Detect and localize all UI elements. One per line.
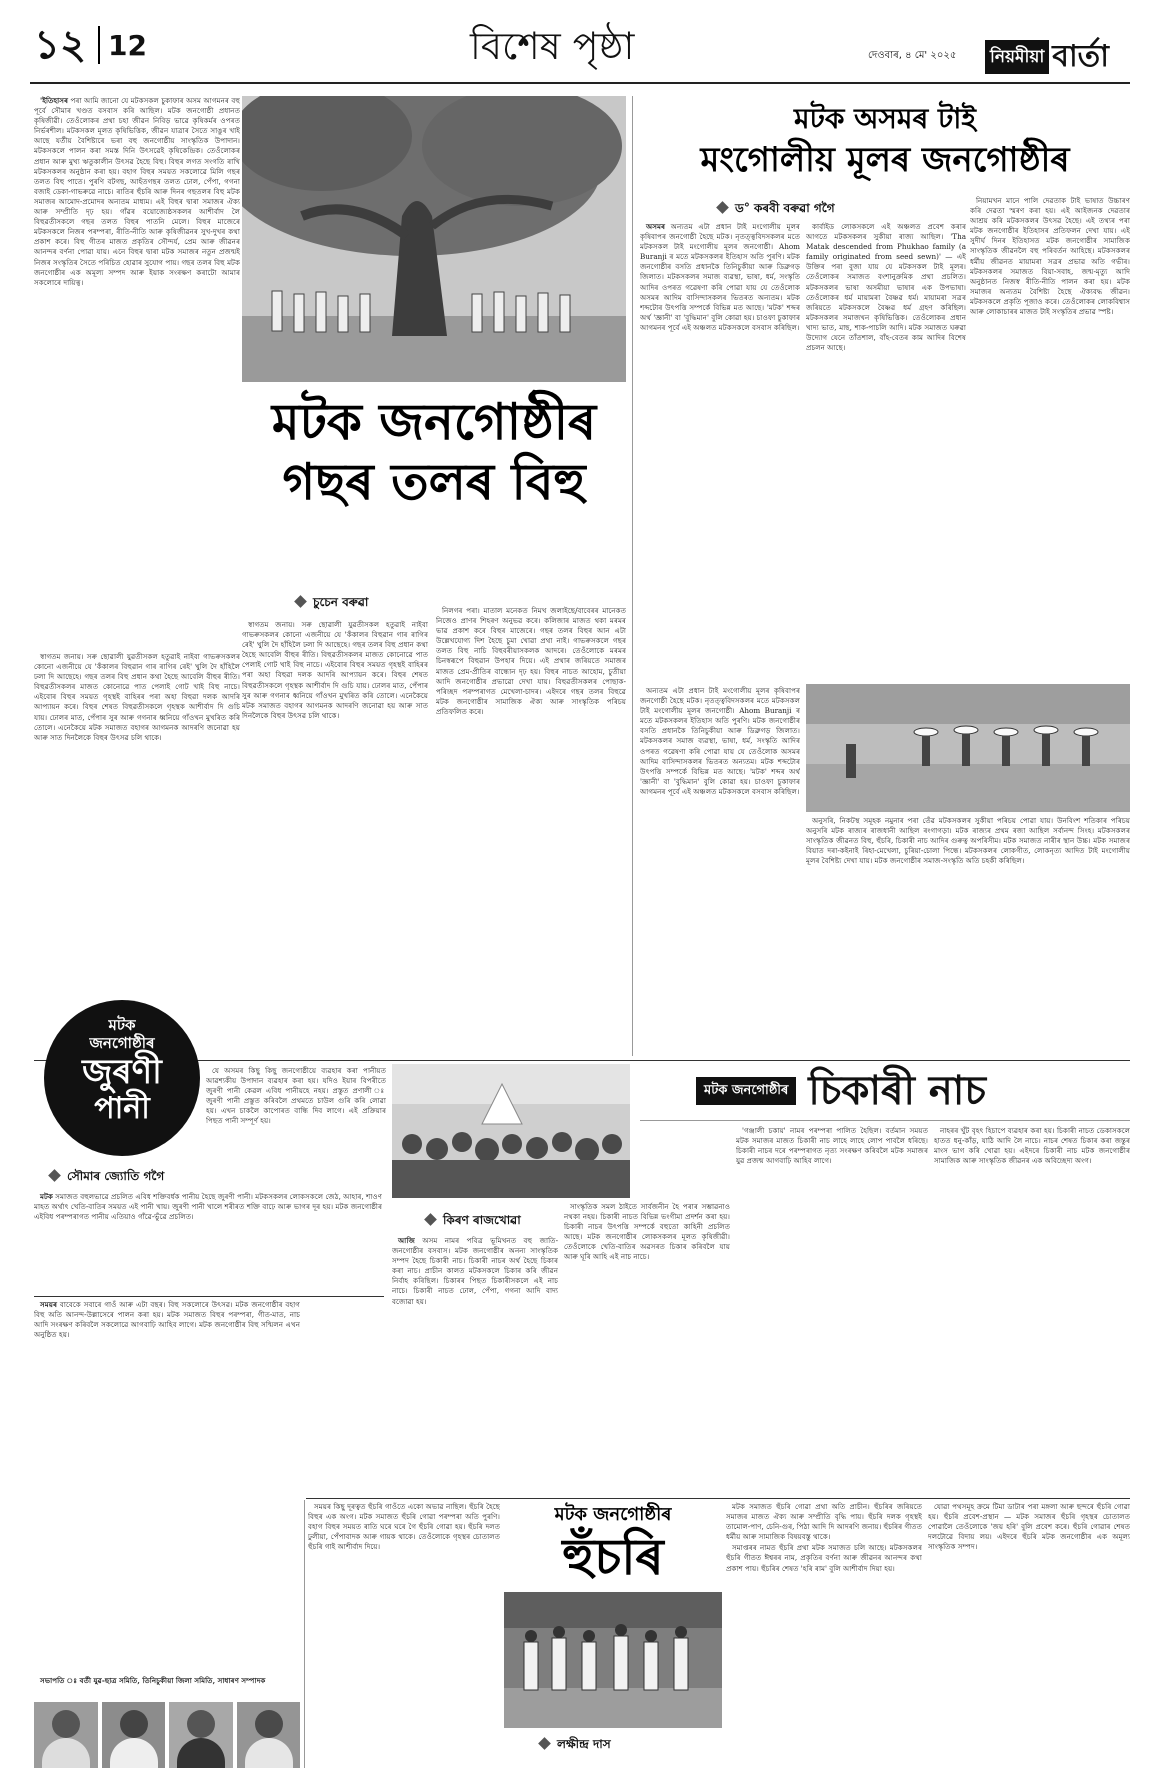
article2-title-line2: মংগোলীয় মূলৰ জনগোষ্ঠীৰ [700,140,1070,180]
portrait-strip [34,1702,300,1768]
portrait-photo [34,1702,98,1768]
article4-col4: নাহৰৰ খুঁট বৃহৎ হিচাপে ব্যৱহাৰ কৰা হয়। চিকাৰী নাচত ডেকাসকলে হাতত ধনু-কাঁড়, যাঠি আদি লৈ নাচে। নাচৰ শেষত চিকাৰ কৰা জন্তুৰ মাংস ভাগ কৰি খোৱা হয়। এইদৰে চিকাৰী নাচ মটক জনগোষ্ঠীৰ সামাজিক আৰু সাংস্কৃতিক জীৱনৰ এক অবিচ্ছেদ্য অংগ। [934,1126,1130,1166]
article1-col2: স্বাগতম জনায়। সৰু ছোৱালী যুৱতীসকল হতুৱাই নাইবা গাভৰুসকলৰ কোনো এজনীয়ে যে 'কঁকালৰ বিহুৱান গাৰ ৰাগিৰ ৰেই' খুলি দৈ হাঁহিলৈ ঢলা দি আছেহে। গছৰ তলৰ বিহু প্ৰধান কথা হৈছে আবেলি বীহুৰ ৰীতি। বিহুৱতীসকলৰ মাজত কোনোৱে পাত পেলাই গোট খাই বিহু নাচে। এইবোৰ বিহুৰ সময়ত গৃহস্থই বাহিৰৰ পৰা অহা বিহুৱা দলক আদৰি আপ্যায়ন কৰে। বিহুৰ শেষত বিহুৱতীসকলে গৃহস্থক আশীৰ্বাদ দি গুচি যায়। ঢোলৰ মাত, পেঁপাৰ সুৰ আৰু গগনাৰ ধ্বনিয়ে গাঁওখন মুখৰিত কৰি তোলে। এনেকৈয়ে মটক সমাজত বহাগৰ আগমনক আদৰণি জনোৱা হয় আৰু সাত দিনলৈকে বিহুৰ উৎসৱ চলি থাকে। [242,620,428,720]
article6-title [504,1502,722,1586]
article2-lead: অসমৰ [646,222,666,231]
article2-col2: কাৰ্বাইড লোকসকলে এই অঞ্চলত প্ৰবেশ কৰাৰ আগতে মটকসকলৰ সুকীয়া ৰাজ্য আছিল। 'Tha Matak descended from Phukhao family (a family originated from seed sewn)' — এই উক্তিৰ পৰা বুজা যায় যে মটকসকল টাই মূলৰ। তেওঁলোকৰ সমাজত বংশানুক্ৰমিক প্ৰথা প্ৰচলিত। মটকসকলৰ ভাষা অসমীয়া ভাষাৰ এক উপভাষা। তেওঁলোকৰ ধৰ্ম মায়ামৰা বৈষ্ণৱ ধৰ্ম। মায়ামৰা সত্ৰৰ জৰিয়তে মটকসকলে বৈষ্ণৱ ধৰ্ম গ্ৰহণ কৰিছিল। মটকসকলৰ সমাজখন কৃষিভিত্তিক। তেওঁলোকৰ প্ৰধান খাদ্য ভাত, মাছ, শাক-পাচলি আদি। মটক সমাজত ঘৰুৱা উদ্যোগ যেনে তাঁতশাল, বাঁহ-বেতৰ কাম আদিৰ বিশেষ প্ৰচলন আছে। [806,222,966,353]
avatar [120,1710,148,1738]
article1-col1-cont: স্বাগতম জনায়। সৰু ছোৱালী যুৱতীসকল হতুৱাই নাইবা গাভৰুসকলৰ কোনো এজনীয়ে যে 'কঁকালৰ বিহুৱান গাৰ ৰাগিৰ ৰেই' খুলি দৈ হাঁহিলৈ ঢলা দি আছেহে। গছৰ তলৰ বিহু প্ৰধান কথা হৈছে আবেলি বীহুৰ ৰীতি। বিহুৱতীসকলৰ মাজত কোনোৱে পাত পেলাই গোট খাই বিহু নাচে। এইবোৰ বিহুৰ সময়ত গৃহস্থই বাহিৰৰ পৰা অহা বিহুৱা দলক আদৰি আপ্যায়ন কৰে। বিহুৰ শেষত বিহুৱতীসকলে গৃহস্থক আশীৰ্বাদ দি গুচি যায়। ঢোলৰ মাত, পেঁপাৰ সুৰ আৰু গগনাৰ ধ্বনিয়ে গাঁওখন মুখৰিত কৰি তোলে। এনেকৈয়ে মটক সমাজত বহাগৰ আগমনক আদৰণি জনোৱা হয় আৰু সাত দিনলৈকে বিহুৰ উৎসৱ চলি থাকে। [34,652,240,742]
article5-title [696,1064,1130,1118]
article2-col3: নিয়ামখন মানে পালি দেৱতাক টাই ভাষাত উচ্চাৰণ কৰি দেৱতা স্মৰণ কৰা হয়। এই আইজনক দেৱতাৰ আশ্ৰয় কৰি মটকসকলৰ উৎসৱ হৈছে। এই তথ্যৰ পৰা মটক জনগোষ্ঠীৰ ইতিহাসৰ প্ৰতিফলন দেখা যায়। এই সুদীৰ্ঘ দিনৰ ইতিহাসত মটক জনগোষ্ঠীৰ সামাজিক সাংস্কৃতিক জীৱনলৈ বহু পৰিবৰ্তন আহিছে। মটকসকলৰ ধৰ্মীয় জীৱনত মায়ামৰা সত্ৰৰ প্ৰভাৱ অতি গভীৰ। মটকসকলৰ সমাজত বিয়া-সবাহ, জন্ম-মৃত্যু আদি অনুষ্ঠানত নিজস্ব ৰীতি-নীতি পালন কৰা হয়। মটক সমাজৰ অন্যতম বৈশিষ্ট্য হৈছে ঐক্যবদ্ধ জীৱন। মটকসকলে প্ৰকৃতি পূজাও কৰে। তেওঁলোকৰ লোকবিশ্বাস আৰু লোকাচাৰৰ মাজত টাই সংস্কৃতিৰ প্ৰভাৱ স্পষ্ট। [970,196,1130,317]
article2-col3-cont: অনুসৰি, নিকটস্থ সমূহক নমুনাৰ পৰা তেঁৱ মটকসকলৰ সুকীয়া পৰিচয় পোৱা যায়। উনবিংশ শতিকাৰ পৰিচয় অনুসৰি মটক ৰাজ্যৰ ৰাজধানী আছিল ৰংগাগড়া। মটক ৰাজ্যৰ প্ৰথম ৰজা আছিল সৰ্বানন্দ সিংহ। মটকসকলৰ সাংস্কৃতিক জীৱনত বিহু, হুঁচৰি, চিকাৰী নাচ আদিৰ গুৰুত্ব অপৰিসীম। মটক সমাজত নাৰীৰ স্থান উচ্চ। মটক সমাজৰ বিয়াত দৰা-কইনাই ৰিহা-মেখেলা, চুৰিয়া-চোলা পিন্ধে। মটকসকলৰ লোকগীত, লোকনৃত্য আদিত টাই মংগোলীয় মূলৰ বৈশিষ্ট্য দেখা যায়। মটক জনগোষ্ঠীৰ সমাজ-সংস্কৃতি অতি চহকী কৰিছিল। [806,816,1130,866]
article3-title-top: মটক [108,1016,136,1034]
article3-title-mid: জনগোষ্ঠীৰ [89,1034,155,1052]
bihu-under-tree-photo [242,96,626,382]
article1-author: চুচেন বৰুৱা [313,595,369,609]
rule-horizontal-2 [640,1120,1130,1121]
article2-author: ড° কৰবী বৰুৱা গগৈ [735,201,835,215]
chikari-dance-crowd-photo [392,1064,630,1198]
avatar [187,1710,215,1738]
article1-title-line2: গছৰ তলৰ বিহু [282,453,586,511]
article2-col2-cont: অন্যতম এটা প্ৰধান টাই মংগোলীয় মূলৰ কৃষিবাপৰ জনগোষ্ঠী হৈছে মটক। নৃতত্ত্ববিদসকলৰ মতে মটকসকল টাই মংগোলীয় মূলৰ জনগোষ্ঠী। Ahom Buranji ৰ মতে মটকসকলৰ ইতিহাস অতি পুৰণি। মটক জনগোষ্ঠীৰ বসতি প্ৰধানকৈ তিনিচুকীয়া আৰু ডিব্ৰুগড় জিলাত। মটকসকলৰ সমাজ ব্যৱস্থা, ভাষা, ধৰ্ম, সংস্কৃতি আদিৰ ওপৰত গৱেষণা কৰি পোৱা যায় যে তেওঁলোক অসমৰ আদিম বাসিন্দাসকলৰ ভিতৰত অন্যতম। মটক শব্দটোৰ উৎপত্তি সম্পৰ্কে বিভিন্ন মত আছে। 'মটক' শব্দৰ অৰ্থ 'জ্ঞানী' বা 'বুদ্ধিমান' বুলি কোৱা হয়। চাওফা চুকাফাৰ আগমনৰ পূৰ্বে এই অঞ্চলত মটকসকলে বসবাস কৰিছিল। [640,686,800,796]
article7-footer: সভাপতি ঃ বৰ্তী যুৱ-ছাত্ৰ সমিতি, তিনিচুকীয়া জিলা সমিতি, সাধাৰণ সম্পাদক [40,1676,266,1685]
diamond-icon [424,1213,437,1226]
article2-col1: অসমৰ অন্যতম এটা প্ৰধান টাই মংগোলীয় মূলৰ কৃষিবাপৰ জনগোষ্ঠী হৈছে মটক। নৃতত্ত্ববিদসকলৰ মতে মটকসকল টাই মংগোলীয় মূলৰ জনগোষ্ঠী। Ahom Buranji ৰ মতে মটকসকলৰ ইতিহাস অতি পুৰণি। মটক জনগোষ্ঠীৰ বসতি প্ৰধানকৈ তিনিচুকীয়া আৰু ডিব্ৰুগড় জিলাত। মটকসকলৰ সমাজ ব্যৱস্থা, ভাষা, ধৰ্ম, সংস্কৃতি আদিৰ ওপৰত গৱেষণা কৰি পোৱা যায় যে তেওঁলোক অসমৰ আদিম বাসিন্দাসকলৰ ভিতৰত অন্যতম। মটক শব্দটোৰ উৎপত্তি সম্পৰ্কে বিভিন্ন মত আছে। 'মটক' শব্দৰ অৰ্থ 'জ্ঞানী' বা 'বুদ্ধিমান' বুলি কোৱা হয়। চাওফা চুকাফাৰ আগমনৰ পূৰ্বে এই অঞ্চলত মটকসকলে বসবাস কৰিছিল। [640,222,800,332]
article6-author: লক্ষীন্দ্ৰ দাস [557,1737,611,1751]
article6-col4: যোৱা পথসমূহ ক্ৰমে টিমা ডাটাৰ পৰা মঙ্গলা আৰু ছন্দৰে হুঁচৰি গোৱা হয়। হুঁচৰি প্ৰবেশ-প্ৰস্থান — মটক সমাজৰ হুঁচৰি গৃহস্থৰ চোতালত পোৱালৈ তেওঁলোকে 'জয় হৰি' বুলি প্ৰবেশ কৰে। হুঁচৰি গোৱাৰ শেষত দলটোৱে বিদায় লয়। এইদৰে হুঁচৰি মটক জনগোষ্ঠীৰ এক অমূল্য সাংস্কৃতিক সম্পদ। [928,1502,1130,1552]
rule-vertical-2 [304,1500,305,1768]
article7-text: সময়ৰ বাবেকে সবাৰে গাওঁ আৰু এটা বছৰ। বিহু সকলোৰে উৎসৱ। মটক জনগোষ্ঠীৰ বহাগ বিহু অতি আনন্দ-উল্লাসেৰে পালন কৰা হয়। মটক সমাজত বিহুৰ পৰম্পৰা, গীত-মাত, নাচ আদি সংৰক্ষণ কৰিবলৈ সকলোৱে আগবাঢ়ি আহিব লাগে। মটক জনগোষ্ঠীৰ বিহু সন্মিলন এখন অনুষ্ঠিত হয়। [34,1300,300,1340]
logo-part-2: বাৰ্তা [1052,39,1109,74]
article1-byline [296,594,368,614]
article1-title [242,392,626,512]
article6-col2: মটক সমাজত হুঁচৰি গোৱা প্ৰথা অতি প্ৰাচীন। হুঁচৰিৰ জৰিয়তে সমাজৰ মাজত ঐক্য আৰু সম্প্ৰীতি বৃদ্ধি পায়। হুঁচৰি দলক গৃহস্থই তামোল-পাণ, চেনি-গুৰ, পিঠা আদি দি আদৰণি জনায়। হুঁচৰিৰ গীতত ধৰ্মীয় আৰু সামাজিক বিষয়বস্তু থাকে। সমাপ্তৰৰ নামত হুঁচৰি প্ৰথা মটক সমাজত চলি আছে। মটকসকলৰ হুঁচৰি গীতত ঈশ্বৰৰ নাম, প্ৰকৃতিৰ বৰ্ণনা আৰু জীৱনৰ আনন্দৰ কথা প্ৰকাশ পায়। হুঁচৰিৰ শেষত 'হৰি ৰাম' বুলি আশীৰ্বাদ দিয়া হয়। [726,1502,922,1573]
rule-horizontal-3 [34,1296,384,1297]
diamond-icon [716,201,729,214]
article4-col3: 'গঞ্জালী চকায়' নামৰ পৰম্পৰা পালিত হৈছিল। বৰ্তমান সময়ত মটক সমাজৰ মাজত চিকাৰী নাচ লাহে লাহে লোপ পাবলৈ ধৰিছে। চিকাৰী নাচৰ দৰে পৰম্পৰাগত নৃত্য সংৰক্ষণ কৰিবলৈ মটক সমাজৰ যুৱ প্ৰজন্ম আগবাঢ়ি আহিব লাগে। [736,1126,928,1166]
article6-title-small: মটক জনগোষ্ঠীৰ [554,1504,672,1525]
article3-title-bottom: পানী [94,1091,150,1126]
article1-lead: 'ইতিহাসৰ [40,96,69,105]
article7-lead: সময়ৰ [40,1300,58,1309]
matak-festival-photo [806,684,1130,812]
page-header [0,0,1161,86]
page-number-bengali: ১২ [34,22,86,68]
article3-author: সৌমাৰ জ্যোতি গগৈ [67,1169,165,1183]
diamond-icon [538,1737,551,1750]
article6-byline [540,1736,611,1756]
article4-col1: আজি অসম নামৰ পবিত্ৰ ভূমিখনত বহু জাতি-জনগোষ্ঠীৰ বসবাস। মটক জনগোষ্ঠীৰ অনন্য সাংস্কৃতিক সম্পদ হৈছে চিকাৰী নাচ। চিকাৰী নাচৰ অৰ্থ হৈছে চিকাৰ কৰা নাচ। প্ৰাচীন কালত মটকসকলে চিকাৰ কৰি জীৱন নিৰ্বাহ কৰিছিল। চিকাৰৰ পিছত চিকাৰীসকলে এই নাচ নাচে। চিকাৰী নাচত ঢোল, পেঁপা, গগনা আদি বাদ্য বজোৱা হয়। [392,1236,558,1306]
page-number: 12 [108,29,147,62]
rule-vertical-1 [632,96,633,1056]
article5-title-big: চিকাৰী নাচ [808,1068,986,1114]
article3-byline [50,1168,164,1188]
diamond-icon [294,595,307,608]
article1-title-line1: মটক জনগোষ্ঠীৰ [271,393,597,451]
article4-author: কিৰণ ৰাজখোৱা [443,1213,521,1227]
article3-text2: মটক সমাজত বহুলভাৱে প্ৰচলিত এবিধ শক্তিবৰ্ধক পানীয় হৈছে জুৰণী পানী। মটকসকলৰ লোকসকলে জেঠ, আহাৰ, শাওণ মাহত অৰ্থাৎ খেতি-বাতিৰ সময়ত এই পানী খায়। জুৰণী পানী খালে শৰীৰত শক্তি বাঢ়ে আৰু ভাগৰ দূৰ হয়। মটক জনগোষ্ঠীৰ এইবিধ পৰম্পৰাগত পানীয় এতিয়াও গাঁৱে-ভুঁৱে প্ৰচলিত। [34,1192,382,1222]
rule-horizontal-4 [306,1498,1130,1499]
article2-title-line1: মটক অসমৰ টাই [794,102,976,135]
article4-col2: সাংস্কৃতিক সমল ঠাইতে সাৰ্বজনীন হৈ পৰাৰ সম্ভাৱনাও নথকা নহয়। চিকাৰী নাচত বিভিন্ন ভংগীমা প্ৰদৰ্শন কৰা হয়। চিকাৰী নাচৰ উৎপত্তি সম্পৰ্কে বহুতো কাহিনী প্ৰচলিত আছে। মটক জনগোষ্ঠীৰ লোকসকলৰ মূলত কৃষিজীৱী। তেওঁলোকে খেতি-বাতিৰ অৱসৰত চিকাৰ কৰিবলৈ যায় আৰু ঘূৰি আহি এই নাচ নাচে। [564,1202,730,1262]
article4-byline [426,1212,521,1232]
issue-date: দেওবাৰ, ৪ মে' ২০২৫ [868,50,957,61]
huchori-performance-photo [504,1592,722,1728]
article3-lead: মটক [40,1192,53,1201]
article5-title-small: মটক জনগোষ্ঠীৰ [696,1077,796,1105]
avatar [52,1710,80,1738]
page-number-separator [98,26,100,64]
diamond-icon [48,1169,61,1182]
portrait-photo [237,1702,301,1768]
header-rule [30,82,1130,84]
logo-part-1: নিয়মীয়া [985,40,1049,74]
article3-title-main: জুৰণী [82,1052,162,1092]
avatar [255,1710,283,1738]
portrait-photo [169,1702,233,1768]
article1-col3: নিলগৰ পৰা। মাতাল মনেকত নিমখ জলাইছে/বাবেৰৰ মানেকত নিজেও প্ৰাণৰ শিহৰণ অনুভৱ কৰে। কলিজাৰ মাজত থকা মৰমৰ ভাৱ প্ৰকাশ কৰে বিহুৰ মাজেৰে। গছৰ তলৰ বিহুৰ আন এটা উল্লেখযোগ্য দিশ হৈছে চুমা খোৱা প্ৰথা নাই। গাভৰুসকলে গছৰ তলত বিহু নাচি বিহুবৰীয়াসকলক আদৰে। তেওঁলোকে মৰমৰ চিনস্বৰূপে বিহুৱান উপহাৰ দিয়ে। এই প্ৰথাৰ জৰিয়তে সমাজৰ মাজত প্ৰেম-প্ৰীতিৰ বান্ধোন দৃঢ় হয়। বিহুৰ নাচত আহোম, চুতীয়া আদি জনগোষ্ঠীৰ প্ৰভাৱো দেখা যায়। বিহুৱতীসকলৰ পোছাক-পৰিচ্ছদ পৰম্পৰাগত মেখেলা-চাদৰ। এইদৰে গছৰ তলৰ বিহুৱে মটক জনগোষ্ঠীৰ সামাজিক ঐক্য আৰু সাংস্কৃতিক পৰিচয় প্ৰতিফলিত কৰে। [436,606,626,716]
article6-title-big: হুঁচৰি [562,1528,664,1586]
section-title: বিশেষ পৃষ্ঠা [470,24,635,68]
portrait-photo [102,1702,166,1768]
article6-col1: সময়ৰ কিছু দূৰত্বত হুঁচৰি গাওঁতে একো অভাৱ নাছিল। হুঁচৰি হৈছে বিহুৰ এক অংগ। মটক সমাজত হুঁচৰি গোৱা পৰম্পৰা অতি পুৰণি। বহাগ বিহুৰ সময়ত ৰাতি ঘৰে ঘৰে গৈ হুঁচৰি গোৱা হয়। হুঁচৰি দলত ঢুলীয়া, পেঁপাবাদক আৰু গায়ক থাকে। তেওঁলোকে গৃহস্থৰ চোতালত হুঁচৰি গাই আশীৰ্বাদ দিয়ে। [308,1502,500,1552]
article2-title [640,100,1130,182]
article3-title-circle [44,1000,200,1156]
article4-lead: আজি [398,1236,415,1245]
masthead-logo [985,40,1112,74]
article2-byline [718,200,835,220]
article1-col1: 'ইতিহাসৰ পৰা আমি জানো যে মটকসকল চুকাফাৰ অসম আগমনৰ বহু পূৰ্বে সৌমাৰ খণ্ডত বসবাস কৰি আছিল। মটক জনগোষ্ঠী প্ৰধানত কৃষিজীৱী। তেওঁলোকৰ প্ৰথা চহা জীৱন নিবিড় ভাৱে কৃষিকৰ্মৰ ওপৰত নিৰ্ভৰশীল। মটকসকল মূলত কৃষিভিত্তিক, জীৱন যাত্ৰাৰ সৈতে সাঙুৰ খাই আছে যৰ্তীয় বৈশিষ্ট্যৰে ভৰা বহু জনগোষ্ঠীয় সাংস্কৃতিক উপাদান। মটকসকলে পালন কৰা সমস্ত দিনি উৎসৱেই কৃষিকেন্দ্ৰিক। তেওঁলোকৰ প্ৰধান আৰু মুখ্য ঋতুকালীন উৎসৱ হৈছে বিহু। বিহুৰ লগত সংগতি ৰাখি মটকসকলৰ অনুষ্ঠান কৰা হয়। বহাগ বিহুৰ সময়ত সকলোৱে মিলি গছৰ তলত বিহু পাতে। পুৰণি বটগছ, আহঁতগছৰ তলত ঢোল, পেঁপা, গগনা বজাই ডেকা-গাভৰুৱে নাচে। ৰাতিৰ হুঁচৰি আৰু দিনৰ গছতলৰ বিহু মটক সমাজৰ আমোদ-প্ৰমোদৰ অন্যতম মাধ্যম। এই বিহুৰ দ্বাৰা সমাজৰ ঐক্য আৰু সম্প্ৰীতি দৃঢ় হয়। গাঁৱৰ বয়োজ্যেষ্ঠসকলৰ আশীৰ্বাদ লৈ বিহুৱতীসকলে গছৰ তলত বিহুৰ পাতনি মেলে। বিহুৰ মাজেৰে মটকসকলে নিজৰ পৰম্পৰা, ৰীতি-নীতি আৰু কৃষিজীৱনৰ সুখ-দুখৰ কথা প্ৰকাশ কৰে। বিহু গীতৰ মাজত প্ৰকৃতিৰ সৌন্দৰ্য, প্ৰেম আৰু জীৱনৰ আনন্দৰ বৰ্ণনা পোৱা যায়। এনে বিহুৰ দ্বাৰা মটক সমাজৰ নতুন প্ৰজন্মই নিজৰ সংস্কৃতিৰ সৈতে পৰিচিত হোৱাৰ সুযোগ পায়। গছৰ তলৰ বিহু মটক জনগোষ্ঠীৰ এক অমূল্য সম্পদ আৰু ইয়াক সংৰক্ষণ কৰাটো আমাৰ সকলোৰে দায়িত্ব। [34,96,240,287]
article3-text1: যে অসমৰ কিছু কিছু জনগোষ্ঠীয়ে ব্যৱহাৰ কৰা পানীয়ত আৱশ্যকীয় উপাদান ব্যৱহাৰ কৰা হয়। যদিও ইয়াৰ বিপৰীতে জুৰণী পানী কেৱল এবিধ পানীয়হে নহয়। প্ৰস্তুত প্ৰণালী ঃ জুৰণী পানী প্ৰস্তুত কৰিবলৈ প্ৰথমতে চাউল গুৰি কৰি লোৱা হয়। এখন চাকলৈ কাপোৰত বান্ধি দিব লাগে। এই প্ৰক্ৰিয়াৰ পিছত পানী সম্পূৰ্ণ হয়। [206,1066,386,1126]
